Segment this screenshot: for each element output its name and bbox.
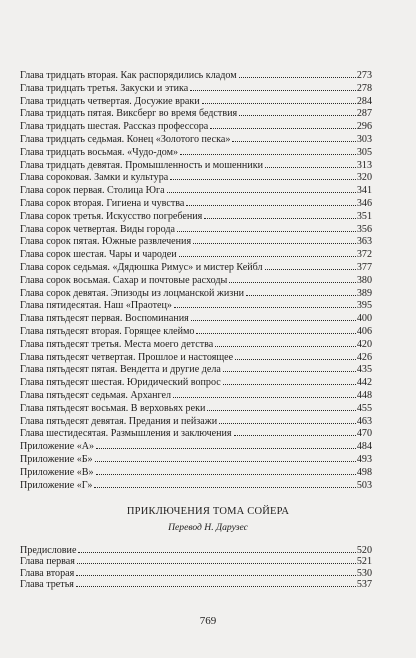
dot-leader [265, 167, 356, 168]
toc-entry [20, 545, 372, 556]
toc-entry [20, 403, 372, 416]
toc-entry [20, 390, 372, 403]
toc-entry-page: 356 [356, 223, 372, 235]
section-title: ПРИКЛЮЧЕНИЯ ТОМА СОЙЕРА [126, 506, 290, 517]
toc-entry-page: 296 [356, 121, 372, 133]
toc-entry-title: Глава тридцать седьмая. Конец «Золотого песка» [20, 133, 231, 145]
dot-leader [170, 179, 356, 180]
toc-entry-page: 303 [356, 133, 372, 145]
table-of-contents-tom-sawyer [20, 545, 372, 591]
toc-entry-title: Глава пятьдесят вторая. Горящее клеймо [20, 325, 195, 337]
toc-entry-page: 470 [356, 428, 372, 440]
toc-entry-title: Глава сорок восьмая. Сахар и почтовые расходы [20, 274, 228, 286]
toc-entry-page: 380 [356, 274, 372, 286]
toc-entry [20, 275, 372, 288]
toc-entry-title: Глава вторая [20, 567, 75, 579]
dot-leader [235, 359, 356, 360]
dot-leader [232, 141, 355, 142]
toc-entry-title: Глава тридцать пятая. Виксберг во время бедствия [20, 108, 238, 120]
toc-entry-title: Глава сорок девятая. Эпизоды из лоцманской жизни [20, 287, 245, 299]
toc-entry [20, 83, 372, 96]
toc-entry [20, 185, 372, 198]
toc-entry-title: Приложение «В» [20, 466, 94, 478]
toc-entry [20, 172, 372, 185]
toc-entry-page: 273 [356, 70, 372, 81]
toc-entry [20, 70, 372, 83]
toc-entry-page: 498 [356, 466, 372, 478]
dot-leader [96, 448, 356, 449]
toc-entry [20, 480, 372, 493]
toc-entry-title: Глава сорок третья. Искусство погребения [20, 210, 203, 222]
toc-entry-title: Глава первая [20, 556, 75, 568]
toc-entry [20, 313, 372, 326]
toc-entry-title: Глава третья [20, 579, 74, 591]
toc-entry-page: 400 [356, 313, 372, 325]
toc-entry-page: 305 [356, 146, 372, 158]
toc-entry-title: Глава тридцать четвертая. Досужие враки [20, 95, 200, 107]
toc-entry-title: Глава тридцать девятая. Промышленность и мошенники [20, 159, 263, 171]
toc-entry-page: 448 [356, 389, 372, 401]
toc-entry-title: Глава пятьдесят седьмая. Архангел [20, 389, 172, 401]
toc-entry-page: 372 [356, 249, 372, 261]
dot-leader [229, 282, 356, 283]
toc-entry-page: 537 [356, 579, 372, 591]
toc-entry-title: Глава сорок первая. Столица Юга [20, 185, 165, 197]
toc-entry-title: Глава сорок вторая. Гигиена и чувства [20, 197, 185, 209]
toc-entry-page: 484 [356, 441, 372, 453]
dot-leader [167, 192, 356, 193]
toc-entry-title: Глава шестидесятая. Размышления и заключения [20, 428, 232, 440]
toc-entry-title: Глава тридцать восьмая. «Чудо-дом» [20, 146, 179, 158]
toc-entry-page: 520 [356, 545, 372, 556]
dot-leader [76, 586, 356, 587]
dot-leader [223, 371, 356, 372]
dot-leader [77, 563, 356, 564]
toc-entry [20, 467, 372, 480]
dot-leader [223, 384, 356, 385]
toc-entry-page: 346 [356, 197, 372, 209]
toc-entry-title: Предисловие [20, 545, 77, 556]
toc-entry-title: Глава пятьдесят шестая. Юридический вопрос [20, 377, 221, 389]
dot-leader [190, 90, 356, 91]
toc-entry [20, 236, 372, 249]
toc-entry [20, 339, 372, 352]
toc-entry [20, 262, 372, 275]
toc-entry [20, 147, 372, 160]
toc-entry-page: 435 [356, 364, 372, 376]
toc-entry-title: Глава пятьдесят пятая. Вендетта и другие дела [20, 364, 221, 376]
toc-entry-title: Глава пятьдесят девятая. Предания и пейзажи [20, 415, 218, 427]
toc-entry [20, 579, 372, 590]
dot-leader [239, 77, 356, 78]
toc-entry-title: Глава пятьдесят четвертая. Прошлое и настоящее [20, 351, 234, 363]
dot-leader [173, 397, 356, 398]
toc-entry-title: Приложение «Б» [20, 453, 93, 465]
toc-entry [20, 249, 372, 262]
toc-entry-page: 377 [356, 261, 372, 273]
dot-leader [179, 256, 356, 257]
toc-entry [20, 454, 372, 467]
toc-entry-title: Глава сорок четвертая. Виды города [20, 223, 175, 235]
dot-leader [76, 575, 356, 576]
toc-entry-page: 313 [356, 159, 372, 171]
toc-entry [20, 96, 372, 109]
toc-entry-title: Глава тридцать вторая. Как распорядились кладом [20, 70, 237, 81]
toc-entry-page: 530 [356, 567, 372, 579]
table-of-contents [20, 70, 372, 492]
toc-entry-title: Глава тридцать третья. Закуски и этика [20, 82, 189, 94]
toc-entry-title: Глава сорок пятая. Южные развлечения [20, 236, 192, 248]
toc-entry [20, 211, 372, 224]
toc-entry-page: 420 [356, 338, 372, 350]
toc-entry-page: 351 [356, 210, 372, 222]
dot-leader [96, 474, 356, 475]
dot-leader [246, 295, 356, 296]
toc-entry-page: 341 [356, 185, 372, 197]
dot-leader [210, 128, 356, 129]
toc-entry-page: 389 [356, 287, 372, 299]
toc-entry [20, 288, 372, 301]
dot-leader [239, 115, 356, 116]
dot-leader [180, 154, 356, 155]
dot-leader [193, 243, 356, 244]
dot-leader [95, 461, 356, 462]
toc-entry-page: 463 [356, 415, 372, 427]
toc-entry-title: Глава пятьдесят восьмая. В верховьях реки [20, 402, 206, 414]
toc-entry [20, 352, 372, 365]
toc-entry-title: Глава сорок седьмая. «Дядюшка Римус» и мистер Кейбл [20, 261, 263, 273]
toc-entry [20, 377, 372, 390]
dot-leader [94, 487, 355, 488]
dot-leader [177, 231, 356, 232]
toc-entry-page: 442 [356, 377, 372, 389]
toc-entry [20, 300, 372, 313]
toc-entry-page: 503 [356, 479, 372, 491]
toc-entry-page: 284 [356, 95, 372, 107]
dot-leader [207, 410, 355, 411]
toc-entry-page: 521 [356, 556, 372, 568]
dot-leader [219, 423, 356, 424]
toc-entry-title: Глава тридцать шестая. Рассказ профессора [20, 121, 209, 133]
toc-entry-page: 320 [356, 172, 372, 184]
toc-entry [20, 556, 372, 567]
toc-entry [20, 428, 372, 441]
toc-entry-page: 455 [356, 402, 372, 414]
toc-entry [20, 416, 372, 429]
toc-entry [20, 441, 372, 454]
toc-entry [20, 364, 372, 377]
toc-entry [20, 121, 372, 134]
dot-leader [234, 435, 356, 436]
dot-leader [174, 307, 356, 308]
toc-entry-title: Глава сорок шестая. Чары и чародеи [20, 249, 177, 261]
dot-leader [186, 205, 355, 206]
dot-leader [265, 269, 356, 270]
dot-leader [204, 218, 356, 219]
toc-entry [20, 568, 372, 579]
toc-entry-title: Глава сороковая. Замки и культура [20, 172, 169, 184]
dot-leader [78, 552, 355, 553]
toc-entry [20, 198, 372, 211]
toc-entry-title: Глава пятидесятая. Наш «Праотец» [20, 300, 172, 312]
toc-entry-title: Приложение «А» [20, 441, 95, 453]
toc-entry [20, 326, 372, 339]
toc-entry-page: 395 [356, 300, 372, 312]
toc-entry-page: 278 [356, 82, 372, 94]
toc-entry [20, 160, 372, 173]
dot-leader [196, 333, 355, 334]
toc-entry-page: 493 [356, 453, 372, 465]
toc-entry-title: Глава пятьдесят третья. Места моего детства [20, 338, 214, 350]
toc-entry [20, 108, 372, 121]
toc-entry [20, 224, 372, 237]
dot-leader [191, 320, 356, 321]
dot-leader [202, 103, 356, 104]
toc-entry-title: Глава пятьдесят первая. Воспоминания [20, 313, 189, 325]
dot-leader [215, 346, 356, 347]
toc-entry-page: 426 [356, 351, 372, 363]
toc-entry-page: 363 [356, 236, 372, 248]
translator-credit: Перевод Н. Дарузес [168, 522, 248, 533]
toc-entry-title: Приложение «Г» [20, 479, 93, 491]
toc-entry [20, 134, 372, 147]
toc-entry-page: 287 [356, 108, 372, 120]
page-number: 769 [199, 615, 217, 627]
toc-entry-page: 406 [356, 325, 372, 337]
